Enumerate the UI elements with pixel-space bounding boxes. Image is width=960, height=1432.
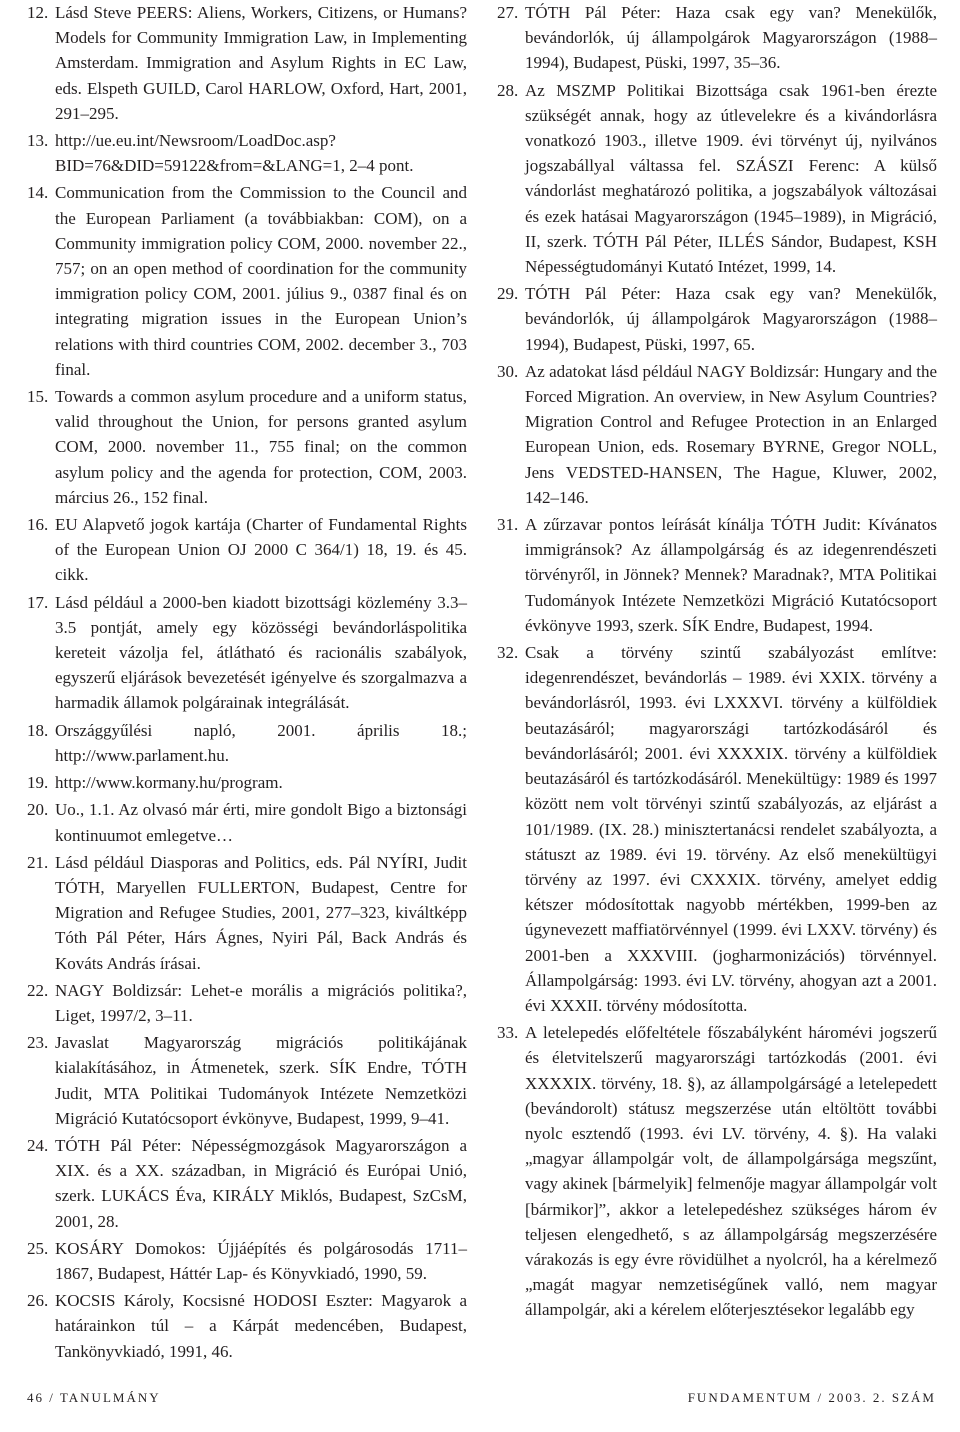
- footnote-text: Az adatokat lásd például NAGY Boldizsár: Hungary and the Forced Migration. An overview, in New Asylum Countries? Migration Control and Refugee Protection in an Enlarged European Union, eds. Rosemary BYRNE, Gregor NOLL, Jens VEDSTED-HANSEN, The Hague, Kluwer, 2002, 142–146.: [525, 361, 937, 507]
- footnote-text: TÓTH Pál Péter: Népességmozgások Magyarországon a XIX. és a XX. században, in Migráció és Európai Unió, szerk. LUKÁCS Éva, KIRÁLY Miklós, Budapest, SzCsM, 2001, 28.: [55, 1135, 467, 1231]
- footnote-text: TÓTH Pál Péter: Haza csak egy van? Menekülők, bevándorlók, új állampolgárok Magyarországon (1988–1994), Budapest, Püski, 1997, 35–36.: [525, 3, 937, 73]
- footnote: [497, 1020, 937, 1322]
- footer-page-label: 46 / TANULMÁNY: [27, 1390, 161, 1405]
- footnote: [27, 718, 467, 768]
- footnote-text: A letelepedés előfeltétele főszabályként háromévi jogszerű és életvitelszerű magyarországi tartózkodás (2001. évi XXXXIX. törvény, 18. §), az állampolgárságé a letelepedett (bevándorolt) státusz megszerzése után eltöltött további nyolc esztendő (1993. évi LV. törvény, 4. §). Ha valaki „magyar állampolgár volt, de állampolgársága megszűnt, vagy akinek [bármelyik] felmenője magyar állampolgár volt [bármikor]”, akkor a letelepedéshez szükséges három év teljesen elengedhető, s az állampolgárság megszerzésére várakozás is egy évre rövidülhet a nyolcról, ha a kérelmező „magát magyar nemzetiségűnek valló, nem magyar állampolgár, aki a kérelem előterjesztésekor legalább egy: [525, 1023, 937, 1320]
- footer-journal-label: FUNDAMENTUM / 2003. 2. SZÁM: [687, 1390, 936, 1405]
- footnote-number: 33.: [497, 1023, 519, 1043]
- footnote-number: 26.: [27, 1291, 49, 1311]
- footnote-number: 12.: [27, 3, 49, 22]
- footnote-number: 15.: [27, 387, 49, 407]
- footnote-number: 19.: [27, 773, 49, 793]
- footnote-number: 20.: [27, 800, 49, 820]
- footnote-number: 17.: [27, 592, 49, 612]
- footnote: [27, 978, 467, 1028]
- footnote-text: Az MSZMP Politikai Bizottsága csak 1961-ben érezte szükségét annak, hogy az útlevelekre és a kivándorlásra vonatkozó 1903., illetve 1909. évi törvényt új, nyilvános jogszabállyal váltassa fel. SZÁSZI Ferenc: A külső vándorlást meghatározó politika, a jogszabályok változásai és ezek hatásai Magyarországon (1945–1989), in Migráció, II, szerk. TÓTH Pál Péter, ILLÉS Sándor, Budapest, KSH Népességtudományi Kutató Intézet, 1999, 14.: [525, 80, 937, 277]
- footnote: [27, 797, 467, 847]
- footnote: [27, 770, 467, 795]
- footnote-number: 27.: [497, 3, 519, 22]
- right-column: [497, 0, 937, 1325]
- footnote-number: 23.: [27, 1033, 49, 1053]
- footnote-number: 29.: [497, 284, 519, 304]
- footnote: [27, 180, 467, 382]
- footnote-text: http://www.kormany.hu/program.: [55, 773, 283, 793]
- footnote-number: 21.: [27, 852, 49, 872]
- footnote: [27, 512, 467, 588]
- footnote: [497, 359, 937, 510]
- footnote-number: 18.: [27, 720, 49, 740]
- footnote: [497, 78, 937, 280]
- footnote-text: Lásd például a 2000-ben kiadott bizottsági közlemény 3.3–3.5 pontját, amely egy közösségi bevándorláspolitika kereteit vázolja fel, átlátható és racionális szabályok, egyszerű eljárások bevezetését igényelve és szorgalmazva a harmadik államok polgárainak integrálását.: [55, 592, 467, 713]
- footnote-text: EU Alapvető jogok kartája (Charter of Fundamental Rights of the European Union OJ 2000 C 364/1) 18, 19. és 45. cikk.: [55, 515, 467, 585]
- footnote-text: Országgyűlési napló, 2001. április 18.; http://www.parlament.hu.: [55, 720, 467, 765]
- footnote: [27, 850, 467, 976]
- footnote-text: KOCSIS Károly, Kocsisné HODOSI Eszter: Magyarok a határainkon túl – a Kárpát medencében, Budapest, Tankönyvkiadó, 1991, 46.: [55, 1291, 467, 1361]
- footnote-text: Csak a törvény szintű szabályozást említve: idegenrendészet, bevándorlás – 1989. évi XXIX. törvény a bevándorlásról, 1993. évi LXXXVI. törvény a külföldiek beutazásáról; magyarországi tartózkodásáról és bevándorlásáról; 2001. évi XXXXIX. törvény a külföldiek beutazásáról és tartózkodásáról. Menekültügy: 1989 és 1997 között nem volt törvényi szintű szabályozás, az eljárást a 101/1989. (IX. 28.) minisztertanácsi rendelet szabályozta, a státuszt az 1989. évi 19. törvény. Az első menekültügyi törvény az 1997. évi CXXXIX. törvény, amelyet eddig kétszer módosítottak nagyobb mértékben, 1999-ben az úgynevezett maffiatörvénnyel (1999. évi LXXV. törvény) és 2001-ben a XXXVIII. (jogharmonizációs) törvénnyel. Állampolgárság: 1993. évi LV. törvény, ahogyan azt a 2001. évi XXXII. törvény módosította.: [525, 643, 937, 1015]
- footnote-number: 24.: [27, 1135, 49, 1155]
- footnote: [27, 384, 467, 510]
- footnote-text: http://ue.eu.int/Newsroom/LoadDoc.asp?BID=76&DID=59122&from=&LANG=1, 2–4 pont.: [55, 131, 414, 176]
- footnote-number: 22.: [27, 980, 49, 1000]
- footnote: [27, 1133, 467, 1234]
- footnote-number: 14.: [27, 183, 49, 203]
- footnote-number: 25.: [27, 1238, 49, 1258]
- left-column: [27, 0, 467, 1366]
- footnote-number: 31.: [497, 515, 519, 535]
- footnote: [27, 128, 467, 178]
- footnote: [27, 1288, 467, 1364]
- footnote: [497, 512, 937, 638]
- footnote-number: 32.: [497, 643, 519, 663]
- footnote: [27, 1236, 467, 1286]
- footnote-text: KOSÁRY Domokos: Újjáépítés és polgárosodás 1711–1867, Budapest, Háttér Lap- és Könyvkiadó, 1990, 59.: [55, 1238, 467, 1283]
- footnote-text: Lásd például Diasporas and Politics, eds. Pál NYÍRI, Judit TÓTH, Maryellen FULLERTON, Budapest, Centre for Migration and Refugee Studies, 2001, 277–323, kiváltképp Tóth Pál Péter, Hárs Ágnes, Nyiri Pál, Back András és Kováts András írásai.: [55, 852, 467, 973]
- footnote-text: Lásd Steve PEERS: Aliens, Workers, Citizens, or Humans? Models for Community Immigration Law, in Implementing Amsterdam. Immigration and Asylum Rights in EC Law, eds. Elspeth GUILD, Carol HARLOW, Oxford, Hart, 2001, 291–295.: [55, 3, 467, 123]
- footnote-text: Communication from the Commission to the Council and the European Parliament (a továbbiakban: COM), on a Community immigration policy COM, 2000. november 22., 757; on an open method of coordination for the community immigration policy COM, 2001. július 9., 0387 final és on integrating migration issues in the European Union’s relations with third countries COM, 2002. december 3., 703 final.: [55, 183, 467, 379]
- footnote-text: A zűrzavar pontos leírását kínálja TÓTH Judit: Kívánatos immigránsok? Az állampolgárság és az idegenrendészeti törvényről, in Jönnek? Mennek? Maradnak?, MTA Politikai Tudományok Intézete Nemzetközi Migráció Kutatócsoport évkönyve 1993, szerk. SÍK Endre, Budapest, 1994.: [525, 515, 937, 635]
- footnote: [497, 0, 937, 76]
- footnote-number: 13.: [27, 131, 49, 151]
- footnote-number: 16.: [27, 515, 49, 535]
- footnote-text: NAGY Boldizsár: Lehet-e morális a migrációs politika?, Liget, 1997/2, 3–11.: [55, 980, 467, 1025]
- footnote-number: 28.: [497, 80, 519, 100]
- footnote-text: Towards a common asylum procedure and a uniform status, valid throughout the Union, for persons granted asylum COM, 2000. november 11., 755 final; on the common asylum policy and the agenda for protection, COM, 2003. március 26., 152 final.: [55, 387, 467, 507]
- footnote: [497, 281, 937, 357]
- footnote: [27, 590, 467, 716]
- footnote: [27, 1030, 467, 1131]
- footnote: [497, 640, 937, 1018]
- footnote-text: Uo., 1.1. Az olvasó már érti, mire gondolt Bigo a biztonsági kontinuumot emlegetve…: [55, 800, 467, 845]
- footnote-number: 30.: [497, 361, 519, 381]
- footnote-text: Javaslat Magyarország migrációs politikájának kialakításához, in Átmenetek, szerk. SÍK Endre, TÓTH Judit, MTA Politikai Tudományok Intézete Nemzetközi Migráció Kutatócsoport évkönyve, Budapest, 1999, 9–41.: [55, 1033, 467, 1128]
- footnote-text: TÓTH Pál Péter: Haza csak egy van? Menekülők, bevándorlók, új állampolgárok Magyarországon (1988–1994), Budapest, Püski, 1997, 65.: [525, 284, 937, 354]
- footnote: [27, 0, 467, 126]
